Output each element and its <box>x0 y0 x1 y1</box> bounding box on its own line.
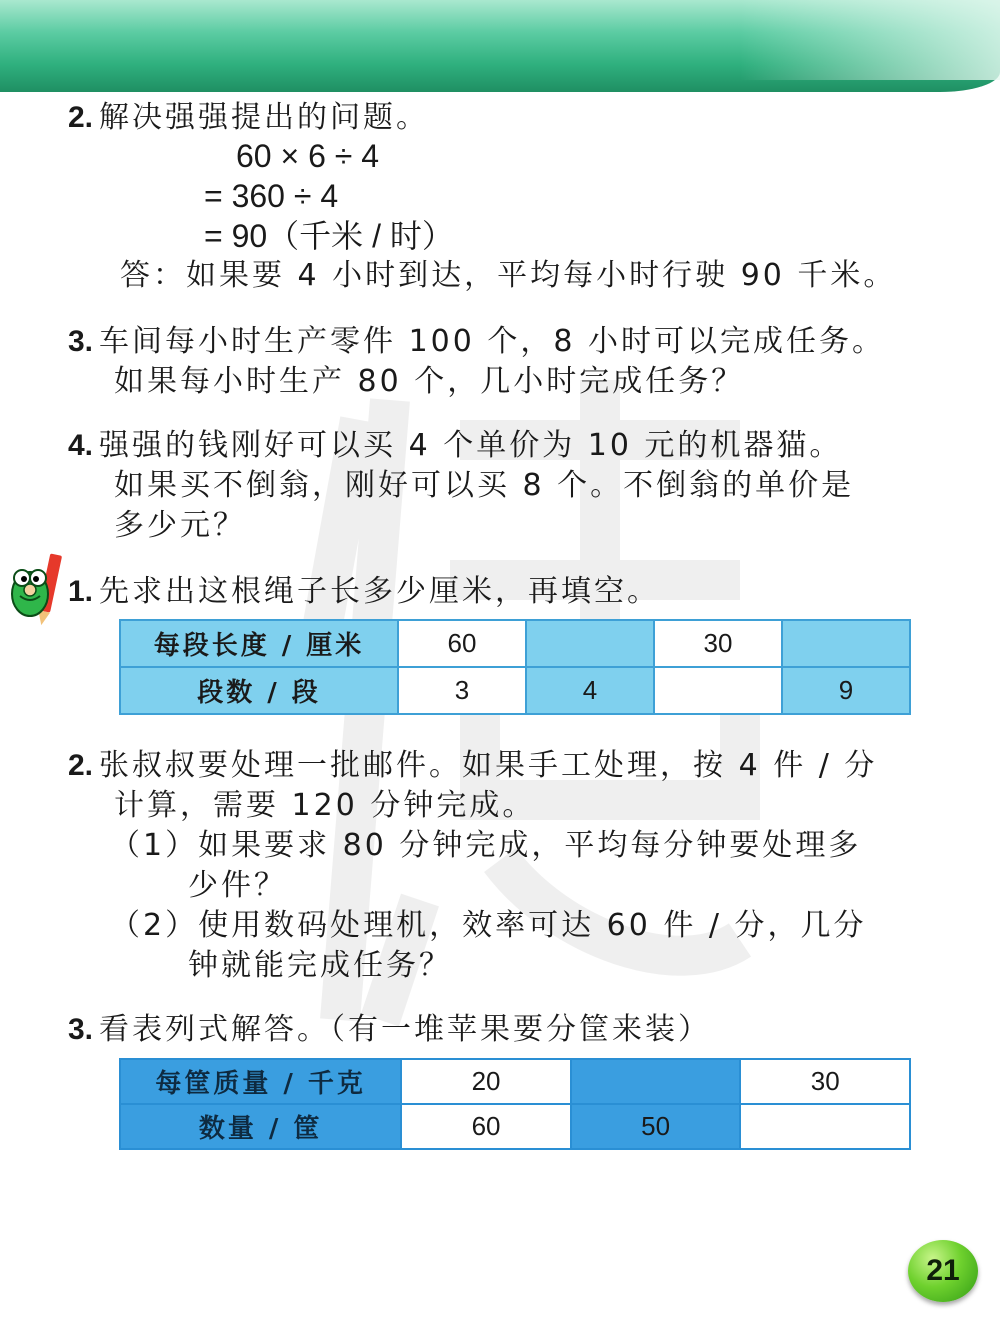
q4-line-3: 多少元？ <box>114 508 246 543</box>
ex2-sub2-line-2: 钟就能完成任务？ <box>188 948 452 983</box>
table-cell-blank <box>526 620 654 667</box>
ex2-line-2: 计算，需要 120 分钟完成。 <box>114 788 536 823</box>
table-cell-blank <box>782 620 910 667</box>
ex2-sub1-line-2: 少件？ <box>188 868 287 903</box>
table-cell: 60 <box>401 1104 571 1149</box>
apple-basket-table <box>119 1058 911 1150</box>
q4-line-2: 如果买不倒翁，刚好可以买 8 个。不倒翁的单价是 <box>114 468 855 503</box>
top-header-band <box>0 0 1000 92</box>
ex1-prompt: 1. 先求出这根绳子长多少厘米，再填空。 <box>68 574 661 609</box>
rope-length-table <box>119 619 911 715</box>
table-row <box>120 667 910 714</box>
q3-line-1: 3. 车间每小时生产零件 100 个，8 小时可以完成任务。 <box>68 324 885 359</box>
table-row <box>120 1059 910 1104</box>
table-header-cell: 每筐质量 / 千克 <box>120 1059 401 1104</box>
table-header-cell: 段数 / 段 <box>120 667 398 714</box>
q2-answer: 答：如果要 4 小时到达，平均每小时行驶 90 千米。 <box>120 258 897 293</box>
table-cell: 30 <box>740 1059 910 1104</box>
frog-with-pencil-icon <box>6 550 70 630</box>
ex2-sub1-line-1: （1）如果要求 80 分钟完成，平均每分钟要处理多 <box>110 828 862 863</box>
q2-calc-line-2: = 360 ÷ 4 <box>204 178 339 214</box>
table-cell-blank <box>654 667 782 714</box>
table-cell: 3 <box>398 667 526 714</box>
table-header-cell: 每段长度 / 厘米 <box>120 620 398 667</box>
q2-calc-line-3: = 90（千米 / 时） <box>204 218 454 254</box>
q3-line-2: 如果每小时生产 80 个，几小时完成任务？ <box>114 364 745 399</box>
table-cell: 30 <box>654 620 782 667</box>
table-row <box>120 1104 910 1149</box>
table-row <box>120 620 910 667</box>
table-cell: 9 <box>782 667 910 714</box>
table-cell: 4 <box>526 667 654 714</box>
table-cell: 20 <box>401 1059 571 1104</box>
table-cell: 50 <box>571 1104 741 1149</box>
table-cell-blank <box>740 1104 910 1149</box>
table-header-cell: 数量 / 筐 <box>120 1104 401 1149</box>
q4-line-1: 4. 强强的钱刚好可以买 4 个单价为 10 元的机器猫。 <box>68 428 843 463</box>
ex2-line-1: 2. 张叔叔要处理一批邮件。如果手工处理，按 4 件 / 分 <box>68 748 878 783</box>
q2-calc-line-1: 60 × 6 ÷ 4 <box>236 138 379 174</box>
table-cell: 60 <box>398 620 526 667</box>
q2-prompt: 2. 解决强强提出的问题。 <box>68 100 430 135</box>
ex2-sub2-line-1: （2）使用数码处理机，效率可达 60 件 / 分，几分 <box>110 908 867 943</box>
table-cell-blank <box>571 1059 741 1104</box>
page-number-badge: 21 <box>908 1240 978 1302</box>
ex3-prompt: 3. 看表列式解答。（有一堆苹果要分筐来装） <box>68 1012 712 1047</box>
